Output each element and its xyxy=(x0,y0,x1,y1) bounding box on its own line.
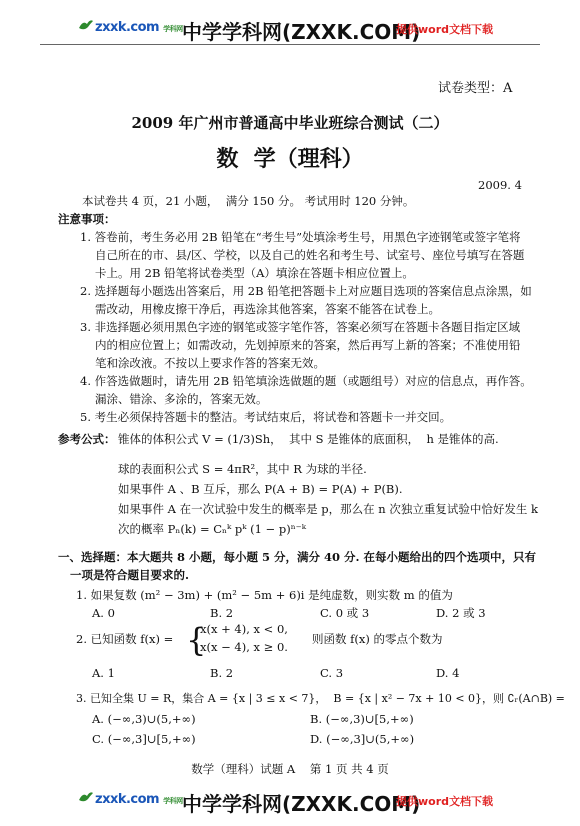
note-line: 内的相应位置上；如需改动，先划掉原来的答案，然后再写上新的答案；不准使用铅 xyxy=(95,338,521,352)
formula-bernoulli-1: 如果事件 A 在一次试验中发生的概率是 p，那么在 n 次独立重复试验中恰好发生 k xyxy=(118,502,538,516)
note-line: 自己所在的市、县/区、学校，以及自己的姓名和考生号、试室号、座位号填写在答题 xyxy=(95,248,525,262)
note-line: 2. 选择题每小题选出答案后，用 2B 铅笔把答题卡上对应题目选项的答案信息点涂黑，如 xyxy=(80,284,532,298)
question-3-option-c[interactable]: C. (−∞,3]∪[5,+∞) xyxy=(92,732,196,746)
note-line: 需改动，用橡皮擦干净后，再选涂其他答案，答案不能答在试卷上。 xyxy=(95,302,440,316)
site-name: 中学学科网(ZXXK.COM) xyxy=(182,20,421,44)
formulas-label: 参考公式： xyxy=(58,432,116,446)
question-1-option-c[interactable]: C. 0 或 3 xyxy=(320,606,370,620)
piecewise-brace: { xyxy=(186,621,207,659)
site-logo: zxxk.com 学科网 xyxy=(95,20,183,35)
logo-bird-icon xyxy=(78,790,94,804)
question-3-option-a[interactable]: A. (−∞,3)∪(5,+∞) xyxy=(92,712,196,726)
subject-title: 数 学（理科） xyxy=(216,146,364,172)
question-2-case-2: x(x − 4), x ≥ 0. xyxy=(200,640,288,654)
notes-title: 注意事项： xyxy=(58,212,116,226)
exam-title: 2009 年广州市普通高中毕业班综合测试（二） xyxy=(131,114,449,132)
question-3-option-d[interactable]: D. (−∞,3]∪(5,+∞) xyxy=(310,732,415,746)
paper-type: 试卷类型：A xyxy=(438,81,513,96)
exam-intro: 本试卷共 4 页，21 小题， 满分 150 分。 考试用时 120 分钟。 xyxy=(82,194,415,208)
logo-bird-icon xyxy=(78,18,94,32)
site-logo: zxxk.com 学科网 xyxy=(95,792,183,807)
question-1-option-d[interactable]: D. 2 或 3 xyxy=(436,606,486,620)
question-3-option-b[interactable]: B. (−∞,3)∪[5,+∞) xyxy=(310,712,414,726)
question-2-stem-suffix: 则函数 f(x) 的零点个数为 xyxy=(312,632,443,646)
site-name: 中学学科网(ZXXK.COM) xyxy=(182,792,421,816)
bottom-banner xyxy=(0,782,580,826)
exam-date: 2009. 4 xyxy=(478,178,522,192)
note-line: 4. 作答选做题时，请先用 2B 铅笔填涂选做题的题（或题组号）对应的信息点，再作答。 xyxy=(80,374,532,388)
section-heading: 一、选择题：本大题共 8 小题，每小题 5 分，满分 40 分. 在每小题给出的四个选项中，只有 xyxy=(58,550,537,564)
note-line: 卡上。用 2B 铅笔将试卷类型（A）填涂在答题卡相应位置上。 xyxy=(95,266,414,280)
question-1-option-a[interactable]: A. 0 xyxy=(92,606,115,620)
question-2-case-1: x(x + 4), x < 0, xyxy=(200,622,288,636)
formula-sphere-area: 球的表面积公式 S = 4πR²，其中 R 为球的半径. xyxy=(118,462,367,476)
top-rule xyxy=(40,44,540,45)
question-1-option-b[interactable]: B. 2 xyxy=(210,606,234,620)
question-2-option-a[interactable]: A. 1 xyxy=(92,666,115,680)
question-2-option-d[interactable]: D. 4 xyxy=(436,666,460,680)
top-banner xyxy=(0,10,580,54)
page-footer: 数学（理科）试题 A 第 1 页 共 4 页 xyxy=(191,762,389,776)
question-2-stem-prefix: 2. 已知函数 f(x) = xyxy=(76,632,174,646)
question-1-stem: 1. 如果复数 (m² − 3m) + (m² − 5m + 6)i 是纯虚数，则实数 m 的值为 xyxy=(76,588,453,602)
note-line: 3. 非选择题必须用黑色字迹的钢笔或签字笔作答，答案必须写在答题卡各题目指定区域 xyxy=(80,320,521,334)
note-line: 漏涂、错涂、多涂的，答案无效。 xyxy=(95,392,268,406)
download-link[interactable]: 提供word文档下载 xyxy=(396,795,494,808)
question-3-stem: 3. 已知全集 U = R，集合 A = {x | 3 ≤ x < 7}， B = {x | x² − 7x + 10 < 0}，则 ∁ᵣ(A∩B) = xyxy=(76,692,565,705)
formula-cone-volume: 锥体的体积公式 V = (1/3)Sh， 其中 S 是锥体的底面积， h 是锥体的高. xyxy=(118,432,499,446)
note-line: 笔和涂改液。不按以上要求作答的答案无效。 xyxy=(95,356,325,370)
note-line: 1. 答卷前，考生务必用 2B 铅笔在“考生号”处填涂考生号，用黑色字迹钢笔或签字笔将 xyxy=(80,230,521,244)
section-heading-cont: 一项是符合题目要求的. xyxy=(70,568,190,582)
note-line: 5. 考生必须保持答题卡的整洁。考试结束后，将试卷和答题卡一并交回。 xyxy=(80,410,452,424)
formula-exclusive-events: 如果事件 A 、B 互斥，那么 P(A + B) = P(A) + P(B). xyxy=(118,482,403,496)
download-link[interactable]: 提供word文档下载 xyxy=(396,23,494,36)
formula-bernoulli-2: 次的概率 Pₙ(k) = Cₙᵏ pᵏ (1 − p)ⁿ⁻ᵏ xyxy=(118,522,306,536)
question-2-option-c[interactable]: C. 3 xyxy=(320,666,344,680)
question-2-option-b[interactable]: B. 2 xyxy=(210,666,234,680)
